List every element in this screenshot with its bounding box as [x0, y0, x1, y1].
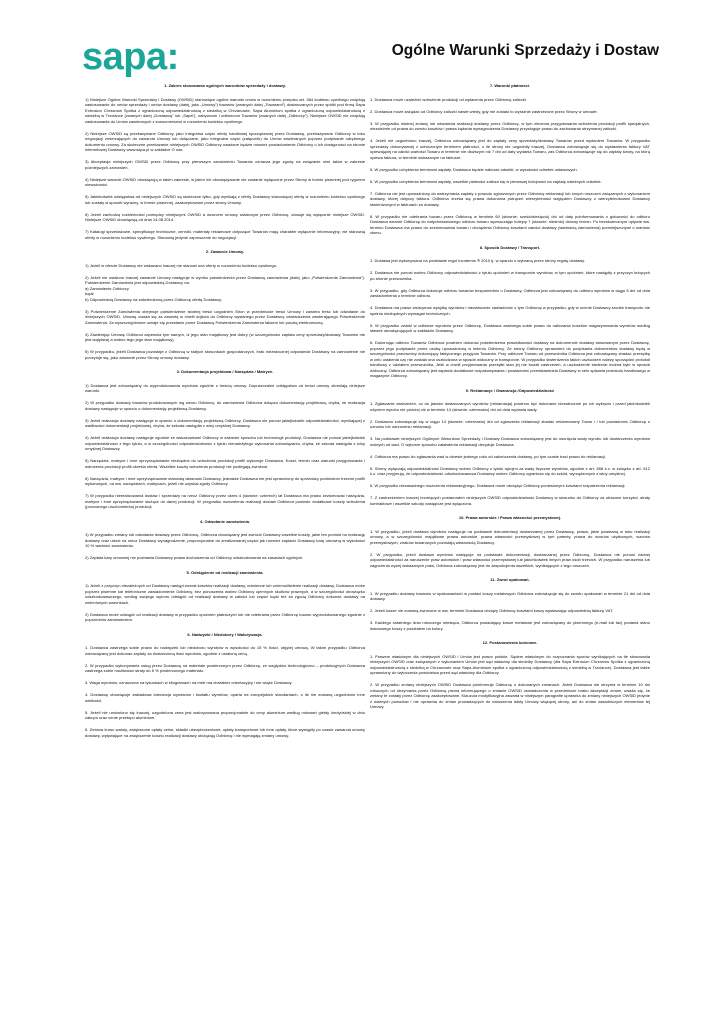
section-paragraph: 4. Dostawcę obowiązuje zakładowa tolerancja wymiarów i kształtu wyrobów, oparta na europejskich standardach, o ile nie zostaną uzgodnione inne wielkości.	[85, 692, 365, 703]
section-paragraph: 1. Zgłaszanie zastrzeżeń, co do jakości dostarczanych wyrobów (reklamacja) powinno być dokonane niezwłocznie po ich wykryciu i przed jakimkolwiek użyciem wyrobu nie później niż w terminie 14 (słownie: czternastu) dni od dnia wydania wady.	[370, 401, 650, 412]
section-paragraph: 6. W przypadku niezasadnego roszczenia reklamacyjnego, Dostawca może obciążyć Odbiorcę poniesionymi kosztami rozpatrzenia reklamacji.	[370, 483, 626, 488]
section-title: 8. Sposób Dostawy / Transport.	[479, 244, 541, 250]
section-paragraph: 6) Jeżeli zachodzą rozbieżności pomiędzy niniejszymi OWSiD a wzorcem umowy ustalonym przez Odbiorcę, stosuje się wyłącznie niniejsze OWSiD. Niniejsze OWSiD obowiązują od dnia 14.08.2014.	[85, 211, 365, 222]
section-paragraph: 2) Dostawca może odstąpić od realizacji dostawy w przypadku opóźnień płatniczych lub nie odebrania przez Odbiorcę towaru wyprodukowanego zgodnie z poprzednim zamówieniem.	[85, 611, 365, 622]
section-paragraph: 7) W przypadku nierealizowania dostaw / sprzedaży na rzecz Odbiorcy przez okres 4 (słownie: czterech) lat Dostawca ma prawo zezłomować narzędzia, matryce i inne oprzyrządowanie służące do danej produkcji. W przypadku wznowienia realizacji dostaw Odbiorca poniesie dodatkowe koszty wdrożenia (ponownego uruchomienia) produkcji.	[85, 493, 365, 509]
section-paragraph: 5. Strony wyłączają odpowiedzialność Dostawcy wobec Odbiorcy z tytułu rękojmi za wady fizyczne wyrobów, zgodnie z art. 558 k.c. w związku z art. 612 k.c. oraz przyjmują, że odpowiedzialność odszkodowawcza Dostawcy wobec Odbiorcy ogranicza się do szkód, wyrządzonych z winy umyślnej.	[370, 465, 650, 476]
section-paragraph: 1. Dostawa jest wykonywana na podstawie reguł Incoterms ® 2010 tj. w oparciu o wybraną przez strony regułę dostawy.	[370, 258, 586, 263]
left-column	[85, 83, 365, 747]
section-paragraph: 2. W przypadku, jeżeli dostawa wyrobów następuje na podstawie dokumentacji, dostarczanej przez Odbiorcę, Dostawca nie ponosi żadnej odpowiedzialności za naruszenie praw autorskich i praw własności przemysłowej lub jakichkolwiek innych praw osób trzecich. W przypadku naruszenia lub zagrożenia wyżej wskazanych praw, Odbiorca zobowiązany jest do zaspokojenia wszelkich, wynikających z tego roszczeń.	[370, 551, 650, 568]
section-paragraph: 4) Zawierając Umowę Odbiorca zapewnia tym samym, iż jego stan majątkowy jest dobry (w szczególności zapłata ceny sprzedaży/dostawy Towarów nie jest wątpliwa) a wobec tego jego stan majątkowy).	[85, 331, 365, 342]
section-paragraph: 5) W przypadku, jeżeli Dostawca pozostaje z Odbiorcą w stałych stosunkach gospodarczych, brak niezwłocznej odpowiedzi Dostawcy na zamówienie nie poczytuje się, jako zawarcie przez Strony umowy dostawy.	[85, 349, 365, 360]
section-paragraph: 6. Dokonując odbioru Towarów Odbiorca powinien dokonać potwierdzenia prawidłowości dostawy na dokumencie dostawy stosowanym przez Dostawcę, poprzez jego podpisanie przez osobę upoważnioną w imieniu Odbiorcy. Ze strony Odbiorcy uprawnieni do podpisania dokumentów dostawy będą w szczególności pracownicy dokonujący faktycznego przyjęcia Towarów. Przy odbiorze Towaru od przewoźnika Odbiorca jest zobowiązany zbadać przesyłkę w celu ustalenia czy nie została ona uszkodzona w sposób widoczny w transporcie. W przypadku stwierdzenia takich uszkodzeń należy sporządzić protokół handlowy z udziałem przewoźnika. Jeśli w chwili przyjmowania przesyłki stan jej nie budził zastrzeżeń, a uszkodzenie stwierdzi można było w sposób widoczny, Odbiorca zobowiązany jest zapłacić dodatkowe rozpakowywania i powiadomić przedstawiciela Dostawcy w celu spisania protokołu handlowego w magazynie Odbiorcy.	[370, 340, 650, 378]
section	[370, 83, 650, 236]
section-paragraph: 3) Akceptacja niniejszych OWSiD przez Odbiorcę przy pierwszym zamówieniu Towarów oznacza jego zgodę na związanie nimi także w zakresie późniejszych zamówień.	[85, 159, 365, 170]
section-paragraph: 4. Jeżeli nie uzgodniono inaczej, Odbiorca zobowiązany jest do zapłaty ceny sprzedaży/dostawy Towarów przed wydaniem Towarów. W przypadku sprzedaży dokonywanej z odroczonym terminem płatności, o ile strony nie uzgodniły inaczej, Dostawca zobowiązuje się do wystawienia faktury VAT opiewającej na całość wartości Towaru w terminie nie dłuższym niż 7 dni od daty wydania Towaru, zaś Odbiorca zobowiązuje się do zapłaty kwoty, na którą opiewa faktura, w terminie wskazanym na fakturze.	[370, 138, 650, 160]
section	[370, 577, 650, 631]
section	[85, 570, 365, 623]
section-paragraph: 3. Na podstawie niniejszych Ogólnych Warunków Sprzedaży i Dostawy Dostawca zobowiązany jest do usunięcia wady wyrobu lub dostarczenia wyrobów wolnych od wad. O wyborze sposobu załatwienia reklamacji decyduje Dostawca.	[370, 436, 650, 447]
section-paragraph: 4) Jeżeli realizacja dostawy następuje zgodnie ze wskazówkami Odbiorcy w zakresie sposobu lub technologii produkcji, Dostawca nie ponosi jakiejkolwiek odpowiedzialności z tego tytułu, a w szczególności odpowiedzialności z tytułu nienależytego wykonania zobowiązania, chyba, że szkoda nastąpiła z winy umyślnej Dostawcy.	[85, 435, 365, 451]
section-paragraph: 4. Dostawca ma prawo wstrzymać wysyłkę wyrobów i niezwłocznie zawiadomić o tym Odbiorcę w przypadku, gdy w ocenie Dostawcy środek transportu nie spełnia niezbędnych wymagań technicznych.	[370, 305, 650, 316]
section-paragraph: 1. W przypadku, jeżeli dostawa wyrobów następuje na podstawie dokumentacji dostarczanej przez Dostawcę, prawa, jakie powstaną w toku realizacji umowy, a w szczególności majątkowe prawa autorskie, prawa własności przemysłowej w tym patenty, prawa do wzorów użytkowych, wzorów przemysłowych, znaków towarowych pozostają własnością Dostawcy.	[370, 528, 650, 545]
section-paragraph: 2) Jeżeli nie ustalono inaczej zawarcie Umowy następuje w wyniku potwierdzenia przez Dostawcę zamówienia (dalej, jako „Potwierdzenie Zamówienia”). Potwierdzenie Zamówienia jest odpowiedzią Dostawcy na: a) Zamówienie Odbiorcy bądź b) Odpowiedzią Dostawcy na zatwierdzoną przez Odbiorcę ofertę Dostawcy;	[85, 274, 365, 302]
sapa-logo: sapa:	[82, 36, 179, 78]
section-paragraph: 3. W przypadku istotnej zmiany lub odwołania realizacji dostawy przez Odbiorcę, w tym zlecenia przygotowania wdrożenia produkcji profili specjalnych, niezależnie od prawa do zwrotu kosztów i prawa żądania wynagrodzenia Dostawcy przysługuje prawo do zachowania otrzymanej zaliczki.	[370, 120, 650, 131]
section-title: 3. Dokumentacja projektowa / Narzędzia / Matryce.	[176, 369, 274, 374]
section-paragraph: 8. W przypadku nie odebrania towaru przez Odbiorcę w terminie 60 (słownie: sześćdziesięciu) dni od daty poinformowania o gotowości do odbioru Dostawca wezwie Odbiorcę do natychmiastowego odbioru towaru wyznaczając kolejny 7 (słownie: siedmio) dniowy termin. Po bezskutecznym upływie ww. terminu Dostawca ma prawo do zezłomowania towaru i obciążenia Odbiorcy kosztami całości dostawy (wartością zamówienia) pomniejszonymi o wartość złomu.	[370, 213, 650, 235]
section-paragraph: 7. Odbiorca nie jest upoważniony do wstrzymania zapłaty z powodu zgłoszonych przez Odbiorcę reklamacji lub innych roszczeń związanych z wykonaniem dostawy, której dotyczy faktura. Odbiorca zrzeka się prawa dokonania potrąceń wierzytelności względem Dostawcy z wierzytelnościami Dostawcy stwierdzonymi w fakturach za dostawy.	[370, 190, 650, 207]
section-paragraph: 6. Zmiana kursu waluty, zwiększone opłaty celne, składki ubezpieczeniowe, opłaty transportowe lub inne opłaty, które wystąpiły po czasie zawarcia umowy dostawy, wpływające na zwiększenie kosztu realizacji dostawy obciążają Odbiorcę i nie wymagają zmiany umowy.	[85, 727, 365, 738]
section	[370, 245, 650, 379]
section-paragraph: 3) Jeżeli realizacja dostawy następuje w oparciu o dokumentację projektową Odbiorcy, Dostawca nie ponosi jakiejkolwiek odpowiedzialności, wynikającej z wadliwości dokumentacji projektowej, chyba, że szkoda nastąpiła z winy umyślnej Dostawcy.	[85, 417, 365, 428]
section-paragraph: 5. W przypadku zwłoki w odbiorze wyrobów przez Odbiorcę, Dostawca zastrzega sobie prawo do naliczania kosztów magazynowania wyrobów według stawek obowiązujących w zakładzie Dostawcy.	[370, 322, 650, 333]
section-paragraph: 5) Jakiekolwiek odstępstwa od niniejszych OWSiD są skuteczne tylko, gdy wynikają z oferty Dostawcy stanowiącej ofertę w rozumieniu kodeksu cywilnego lub zostały w sposób wyraźny, w formie pisemnej, zaakceptowane przez strony Umowy.	[85, 194, 365, 205]
section-paragraph: 5. Jeżeli nie umówiono się inaczej, uzgodniona cena jest waloryzowana proporcjonalnie do ceny aluminium według notowań giełdy londyńskiej w dniu zakupu oraz cenie przetopu aluminium.	[85, 709, 365, 720]
section-paragraph: 5) Narzędzia, matryce i inne oprzyrządowanie niezbędne do wdrożenia produkcji profili wykonuje Dostawca. Koszt, termin oraz warunki przygotowania i wdrożenia produkcji profili określa oferta. Wszelkie koszty wdrożenia produkcji nie podlegają zwrotowi.	[85, 458, 365, 469]
section-title: 10. Prawa autorskie / Prawa własności przemysłowej.	[458, 515, 562, 520]
section-paragraph: 6) Narzędzia, matryce i inne oprzyrządowanie stanowią własność Dostawcy, jednakże Dostawca nie jest uprawniony do sprzedaży podmiotom trzecim profili wykonanych, na ww. narzędziach, matrycach, jeżeli nie uzyskał zgody Odbiorcy.	[85, 475, 365, 486]
section-paragraph: 2. Dostawca nie ponosi wobec Odbiorcy odpowiedzialności z tytułu opóźnień w transporcie wyrobów, w tym opóźnień, które nastąpiły z przyczyn leżących po stronie przewoźnika.	[370, 270, 650, 281]
section-title: 6. Nadwyżki / Niedobory / Walorywacja.	[187, 631, 263, 637]
section-paragraph: 1) Jeżeli z przyczyn niezależnych od Dostawcy nastąpi wzrost kosztów realizacji dostawy, odmienne lub uniemożliwienie realizacji dostawy, Dostawca może poprzez pisemne lub telefoniczne zawiadomienie Odbiorcy, bez ponoszenia wobec Odbiorcy ujemnych skutków prawnych, a w szczególności obowiązku odszkodowawczego, według swojego wyboru odstąpić od realizacji dostawy w całości lub części bądź też za zgodą Odbiorcy dokonać dostawy na zmienionych warunkach.	[85, 583, 365, 605]
section-paragraph: 2. W przypadku zmiany niniejszych OWSiD Dostawca poinformuje Odbiorcę o dokonanych zmianach. Jeżeli Dostawca nie otrzyma w terminie 10 dni roboczych od otrzymania przez Odbiorcę pisma informującego o zmianie OWSiD oświadczenia w przedmiocie braku akceptacji zmian, uważa się, że zmiany te zostały przez Odbiorcę zaakceptowane. Klauzula modyfikacyjna zawarta w niniejszym paragrafie uprawnia do zmiany niniejszych OWSiD jedynie z ważnych powodów i nie uprawnia do zmian prowadzących do naruszenia istoty Umowy wiążącej strony, ani do zmian zasadniczych elementów tej Umowy.	[370, 682, 650, 709]
section	[85, 249, 365, 360]
section-paragraph: 1) Dostawca jest zobowiązany do wyprodukowania wyrobów zgodnie z treścią umowy. Dopuszczalne odstępstwa od treści umowy określają niniejsze warunki.	[85, 382, 365, 393]
section-paragraph: 4) Niniejsze warunki OWSiD obowiązują w takim zakresie, w jakim ich obowiązywanie nie zostanie wyłączone przez Strony w formie pisemnej pod rygorem nieważności.	[85, 176, 365, 187]
section-paragraph: 5. W przypadku uchybienia terminowi zapłaty, Dostawca będzie naliczać odsetki, w wysokości odsetek ustawowych.	[370, 166, 578, 172]
section-paragraph: 7. Z zastrzeżeniem inaczej brzmiących postanowień niniejszych OWSiD odpowiedzialność Dostawcy w stosunku do Odbiorcy za utracone korzyści, straty kontraktowe i wszelkie szkody następcze jest wyłączona.	[370, 495, 650, 506]
section-paragraph: 3. Waga wyrobów, oznaczona na tysunkach w kilogramach na metr ma charakter orientacyjny i nie wiąże Dostawcy.	[85, 680, 293, 685]
section-paragraph: 3. W przypadku, gdy Odbiorca dokonuje odbioru towarów bezpośrednio u Dostawcy, Odbiorca jest zobowiązany do odbioru wyrobów w ciągu 5 dni od dnia zawiadomienia o terminie odbioru.	[370, 287, 650, 298]
section	[85, 83, 365, 240]
section-paragraph: 1. Dostawca może uzależnić wdrożenie produkcji od wpłacenia przez Odbiorcę zaliczki.	[370, 96, 527, 102]
section	[370, 388, 650, 507]
section-title: 11. Zwrot opakowań.	[490, 577, 530, 582]
section-paragraph: 2. Jeżeli kosze nie zostaną zwrócone w ww. terminie Dostawca obciąży Odbiorcę kosztami koszy wystawiając odpowiednią fakturę VAT.	[370, 608, 614, 613]
section-paragraph: 1. Dostawca zastrzega sobie prawo do nadwyżek lub niedoboru wyrobów w wysokości do 15 % ilości, objętej umową. W takim przypadku Odbiorca zobowiązany jest dokonać zapłaty za dostarczoną ilość wyrobów, zgodnie z ustaloną ceną.	[85, 645, 365, 656]
section-paragraph: 1) W przypadku zmiany lub odwołania dostawy przez Odbiorcę, Odbiorca obowiązany jest zwrócić Dostawcy wszelkie koszty, jakie ten poniósł na realizację dostawy oraz uiścić na rzecz Dostawcy wynagrodzenie, proporcjonalne do zrealizowanej części jak również zapłacić Dostawcy karę umowną w wysokości 10 % wartości zamówienia.	[85, 532, 365, 548]
section-paragraph: 7) Katalogi sprzedażowe, specyfikacje techniczne, cenniki, materiały reklamowe dotyczące Towarów mają charakter wyłącznie informacyjny, nie stanowią oferty w rozumieniu kodeksu cywilnego. Stanowią jedynie zaproszenie do negocjacji.	[85, 229, 365, 240]
page-title: Ogólne Warunki Sprzedaży i Dostaw	[391, 42, 659, 59]
section-title: 7. Warunki płatności.	[489, 83, 531, 88]
section-title: 2. Zawarcie Umowy.	[205, 249, 245, 254]
section-paragraph: 1) Niniejsze Ogólne Warunki Sprzedaży i Dostawy (OWSiD) stanowiące ogólne warunki umów w rozumieniu przepisu art. 384 kodeksu cywilnego znajdują zastosowanie do umów sprzedaży i umów dostawy (dalej, jako „Umowy”) towarów (zwanych dalej „Towarami”) dostarczanych przez spółki pod firmą Sapa Extrusion Chrzanów Spółka z ograniczoną odpowiedzialnością z siedzibą w Chrzanowie, Sapa Aluminium spółka z ograniczoną odpowiedzialnością z siedzibą w Trzciance (zwanych dalej „Dostawcą” lub „Sapa”), nabywcom i odbiorcom Towarów (zwanych dalej „Odbiorcy”). Niniejsze OWSiD nie znajdują zastosowania do Umów zawieranych z konsumentami w rozumieniu kodeksu cywilnego.	[85, 96, 365, 124]
section	[85, 369, 365, 510]
section-paragraph: 1. W przypadku dostawy towarów w opakowaniach w postaci koszy metalowych Odbiorca zobowiązuje się do zwrotu opakowań w terminie 21 dni od dnia dostawy.	[370, 590, 650, 601]
section	[85, 632, 365, 739]
section-paragraph: 2) Zapłata kary umownej nie pozbawia Dostawcy prawa dochodzenia od Odbiorcy odszkodowania na zasadach ogólnych.	[85, 555, 304, 560]
section	[85, 519, 365, 561]
section-paragraph: 1. Prawem właściwym dla niniejszych OWSiD i Umów jest prawo polskie. Sądem właściwym do rozpoznania sporów wynikających na tle stosowania niniejszych OWSiD oraz związanych z wykonaniem Umów jest sąd właściwy dla siedziby Dostawcy (dla Sapa Extrusion Chrzanów Spółka z ograniczoną odpowiedzialnością z siedzibą w Chrzanowie oraz Sapa Aluminium spółka z ograniczoną odpowiedzialnością z siedzibą w Trzciance). Dostawca jest także uprawniony do wytoczenia powództwa przed sąd właściwy dla Odbiorcy.	[370, 653, 650, 675]
section-paragraph: 3. Każdego ostatniego dnia roboczego miesiąca, Odbiorca posiadający kosze metalowe jest zobowiązany do pisemnego (e-mail lub fax) podania stanu ilościowego koszy z podziałem na kolory.	[370, 620, 650, 631]
section-paragraph: 2. W przypadku wykonywania usług przez Dostawcę na materiale powierzonym przez Odbiorcę, ze względów technologiczno – produkcyjnych Dostawca zastrzega sobie możliwości straty do 5 % powierzonego materiału.	[85, 662, 365, 673]
section-title: 5. Odstąpienie od realizacji zamówienia.	[186, 569, 264, 575]
section-paragraph: 2) W przypadku dostawy towarów produkowanych wg wzoru Odbiorcy, do zamówienia Odbiorca dołącza dokumentację projektową, chyba, że realizacja dostawy następuje w oparciu o dokumentację projektową Dostawcy.	[85, 400, 365, 411]
section-paragraph: 4. Odbiorca ma prawo do zgłaszania wad w okresie jednego roku od zakończenia dostawy, po tym czasie traci prawo do reklamacji.	[370, 453, 606, 459]
section-title: 9. Reklamacje / Gwarancja /Odpowiedzialność	[465, 387, 555, 393]
section-paragraph: 2) Niniejsze OWSiD są przekazywane Odbiorcy, jako integralna część oferty handlowej sporządzanej przez Dostawcę, przekazywane Odbiorcy w toku negocjacji zmierzających do zawarcia Umowy lub dołączane, jako integralna część (załącznik) do Umów zawieranych poprzez podpisanie odrębnego dokumentu umowy. Za skuteczne przekazanie niniejszych OWSiD Odbiorcy uważane będzie również powiadomienie Odbiorcy o ich dostępności na stronie internetowej Dostawcy www.sapa.pl w zakładce O nas.	[85, 130, 365, 152]
right-column	[370, 83, 650, 719]
section-title: 1. Zakres stosowania ogólnych warunków sprzedaży i dostawy.	[164, 83, 286, 88]
section-title: 12. Postanowienia końcowe.	[482, 640, 538, 645]
section-paragraph: 2. Dostawca może zażądać od Odbiorcy zaliczki nawet wtedy, gdy nie zostało to wyraźnie zastrzeżone przez Strony w umowie.	[370, 108, 598, 114]
section-paragraph: 6. W przypadku uchybienia terminowi zapłaty, wszelkie płatności zalicza się w pierwszej kolejności na zapłatę należnych odsetek.	[370, 178, 602, 184]
section	[370, 640, 650, 710]
section-paragraph: 2. Dostawca zobowiązuje się w ciągu 14 (słownie: czternastu) dni od zgłoszenia reklamacji zbadać reklamowany Towar i / lub powiadomić Odbiorcę o uznaniu lub odrzuceniu reklamacji.	[370, 418, 650, 429]
section-paragraph: 3) Potwierdzenie Zamówienia obejmuje potwierdzenie istotnej treści uzgodnień Stron w przedmiocie treści Umowy i zawiera treść lub odwołanie do niniejszych OWSiD. Umowę uważa się za zawartą w chwili dojścia do Odbiorcy wysłanego przez Dostawcę oświadczenia zawierającego Potwierdzenie Zamówienia. Za wyszczególnione uznaje się przesłanie przez Dostawcę Potwierdzenia Zamówienia faksem lub pocztą elektroniczną.	[85, 308, 365, 325]
section-title: 4. Odwołanie zamówienia.	[200, 518, 250, 524]
section	[370, 515, 650, 568]
section-paragraph: 1) Jeżeli w ofercie Dostawcy nie wskazano inaczej nie stanowi ona oferty w rozumieniu kodeksu cywilnego.	[85, 262, 278, 268]
